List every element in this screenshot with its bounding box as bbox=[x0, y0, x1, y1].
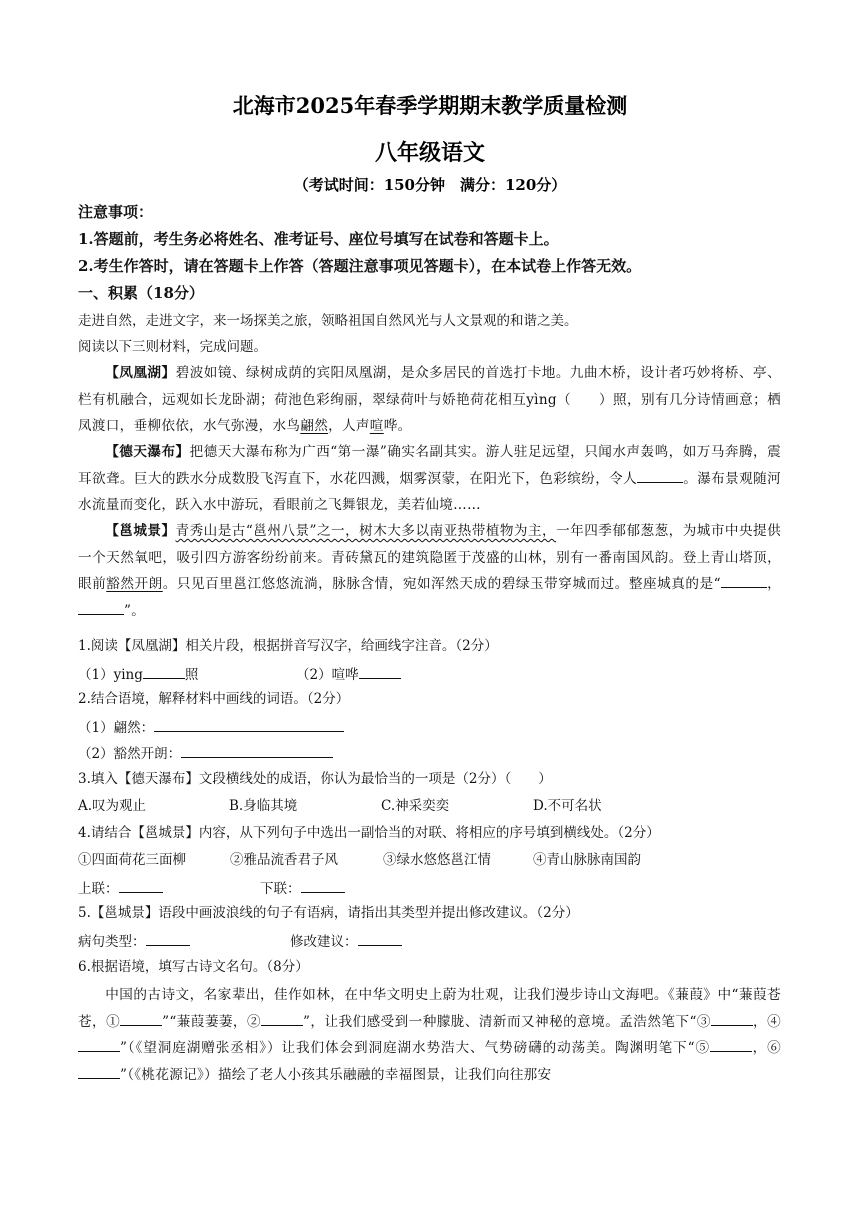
answer-blank[interactable] bbox=[120, 1011, 162, 1026]
question-2-part-2: （2）豁然开朗： bbox=[78, 743, 333, 763]
option-d[interactable]: D.不可名状 bbox=[533, 798, 602, 814]
wavy-sentence: 青秀山是古“邕州八景”之一，树木大多以南亚热带植物为主， bbox=[175, 523, 557, 539]
question-1: 1.阅读【凤凰湖】相关片段，根据拼音写汉字，给画线字注音。（2分） bbox=[78, 638, 498, 654]
question-5: 5.【邕城景】语段中画波浪线的句子有语病，请指出其类型并提出修改建议。（2分） bbox=[78, 905, 579, 921]
couplet-option-1: ①四面荷花三面柳 bbox=[78, 852, 186, 868]
answer-blank[interactable] bbox=[637, 468, 683, 483]
answer-blank[interactable] bbox=[181, 743, 333, 758]
notice-item-2: 2.考生作答时，请在答题卡上作答（答题注意事项见答题卡），在本试卷上作答无效。 bbox=[78, 257, 642, 275]
answer-blank[interactable] bbox=[78, 1037, 120, 1052]
passage-tag: 【邕城景】 bbox=[105, 523, 176, 539]
notice-item-1: 1.答题前，考生务必将姓名、准考证号、座位号填写在试卷和答题卡上。 bbox=[78, 230, 559, 248]
answer-blank[interactable] bbox=[358, 931, 402, 946]
passage-tag: 【凤凰湖】 bbox=[105, 365, 176, 381]
question-2-part-1: （1）翩然： bbox=[78, 717, 344, 737]
passage-tag: 【德天瀑布】 bbox=[105, 444, 190, 460]
question-1-part-1: （1）ying 照 bbox=[78, 664, 198, 684]
passage-fenghuang: 【凤凰湖】碧波如镜、绿树成荫的宾阳凤凰湖，是众多居民的首选打卡地。九曲木桥，设计者巧妙将桥、亭、栏有机融合，远观如长龙卧湖；荷池色彩绚丽，翠绿荷叶与娇艳荷花相互yìng（ ）照，别有几分诗情画意；栖凤渡口，垂柳依依，水气弥漫，水鸟翩然，人声喧哗。 bbox=[78, 365, 781, 434]
couplet-option-4: ④青山脉脉南国韵 bbox=[533, 852, 641, 868]
answer-blank[interactable] bbox=[119, 878, 163, 893]
exam-info: （考试时间：150分钟 满分：120分） bbox=[293, 176, 567, 194]
couplet-option-3: ③绿水悠悠邕江情 bbox=[383, 852, 491, 868]
answer-blank[interactable] bbox=[359, 664, 401, 679]
passage-yongcheng: 【邕城景】青秀山是古“邕州八景”之一，树木大多以南亚热带植物为主，一年四季郁郁葱葱，为城市中央提供一个天然氧吧，吸引四方游客纷纷前来。青砖黛瓦的建筑隐匿于茂盛的山林，别有一番南国风韵。登上青山塔顶，眼前豁然开朗。只见百里邕江悠悠流淌，脉脉含情，宛如浑然天成的碧绿玉带穿城而过。整座城真的是“ ，”。 bbox=[78, 523, 782, 619]
section-intro-2: 阅读以下三则材料，完成问题。 bbox=[78, 339, 267, 355]
question-6-passage: 中国的古诗文，名家辈出，佳作如林，在中华文明史上蔚为壮观，让我们漫步诗山文海吧。《蒹葭》中“蒹葭苍苍，① ”“蒹葭萋萋，② ”，让我们感受到一种朦胧、清新而又神秘的意境。孟浩然笔下“③ ，④”（《望洞庭湖赠张丞相》）让我们体会到洞庭湖水势浩大、气势磅礴的动荡美。陶渊明笔下“⑤ ，⑥”（《桃花源记》）描绘了老人小孩其乐融融的幸福图景，让我们向往那安 bbox=[78, 987, 781, 1083]
answer-blank[interactable] bbox=[711, 1011, 753, 1026]
answer-blank[interactable] bbox=[710, 1037, 752, 1052]
sentence-error-type: 病句类型： bbox=[78, 931, 190, 951]
underlined-word: 翩然 bbox=[300, 418, 329, 434]
section-heading: 一、积累（18分） bbox=[78, 284, 204, 302]
passage-detian: 【德天瀑布】把德天大瀑布称为广西“第一瀑”确实名副其实。游人驻足远望，只闻水声轰鸣，如万马奔腾，震耳欲聋。巨大的跌水分成数股飞泻直下，水花四溅，烟雾溟蒙，在阳光下，色彩缤纷，令人 。瀑布景观随河水流量而变化，跃入水中游玩，看眼前之飞舞银龙，美若仙境…… bbox=[78, 444, 781, 513]
answer-blank[interactable] bbox=[143, 664, 185, 679]
lower-couplet: 下联： bbox=[260, 878, 345, 898]
option-c[interactable]: C.神采奕奕 bbox=[381, 798, 450, 814]
answer-blank[interactable] bbox=[146, 931, 190, 946]
section-intro-1: 走进自然，走进文字，来一场探美之旅，领略祖国自然风光与人文景观的和谐之美。 bbox=[78, 313, 578, 329]
question-6: 6.根据语境，填写古诗文名句。（8分） bbox=[78, 959, 309, 975]
answer-blank[interactable] bbox=[261, 1011, 303, 1026]
question-4: 4.请结合【邕城景】内容，从下列句子中选出一副恰当的对联、将相应的序号填到横线处。（2分） bbox=[78, 825, 660, 841]
couplet-option-2: ②雅品流香君子风 bbox=[230, 852, 338, 868]
answer-blank[interactable] bbox=[78, 600, 124, 615]
question-3: 3.填入【德天瀑布】文段横线处的成语，你认为最恰当的一项是（2分）（ ） bbox=[78, 771, 552, 787]
notice-heading: 注意事项： bbox=[78, 203, 154, 221]
underlined-char: 喧 bbox=[369, 418, 384, 434]
question-2: 2.结合语境，解释材料中画线的词语。（2分） bbox=[78, 691, 350, 707]
question-1-part-2: （2）喧哗 bbox=[296, 664, 401, 684]
exam-title: 北海市2025年春季学期期末教学质量检测 bbox=[232, 93, 628, 118]
answer-blank[interactable] bbox=[301, 878, 345, 893]
underlined-word: 豁然开朗 bbox=[106, 576, 163, 592]
subject-title: 八年级语文 bbox=[374, 140, 485, 166]
answer-blank[interactable] bbox=[78, 1064, 120, 1079]
option-a[interactable]: A.叹为观止 bbox=[78, 798, 147, 814]
option-b[interactable]: B.身临其境 bbox=[229, 798, 298, 814]
answer-blank[interactable] bbox=[154, 717, 344, 732]
answer-blank[interactable] bbox=[721, 573, 767, 588]
upper-couplet: 上联： bbox=[78, 878, 163, 898]
revision-suggestion: 修改建议： bbox=[290, 931, 402, 951]
